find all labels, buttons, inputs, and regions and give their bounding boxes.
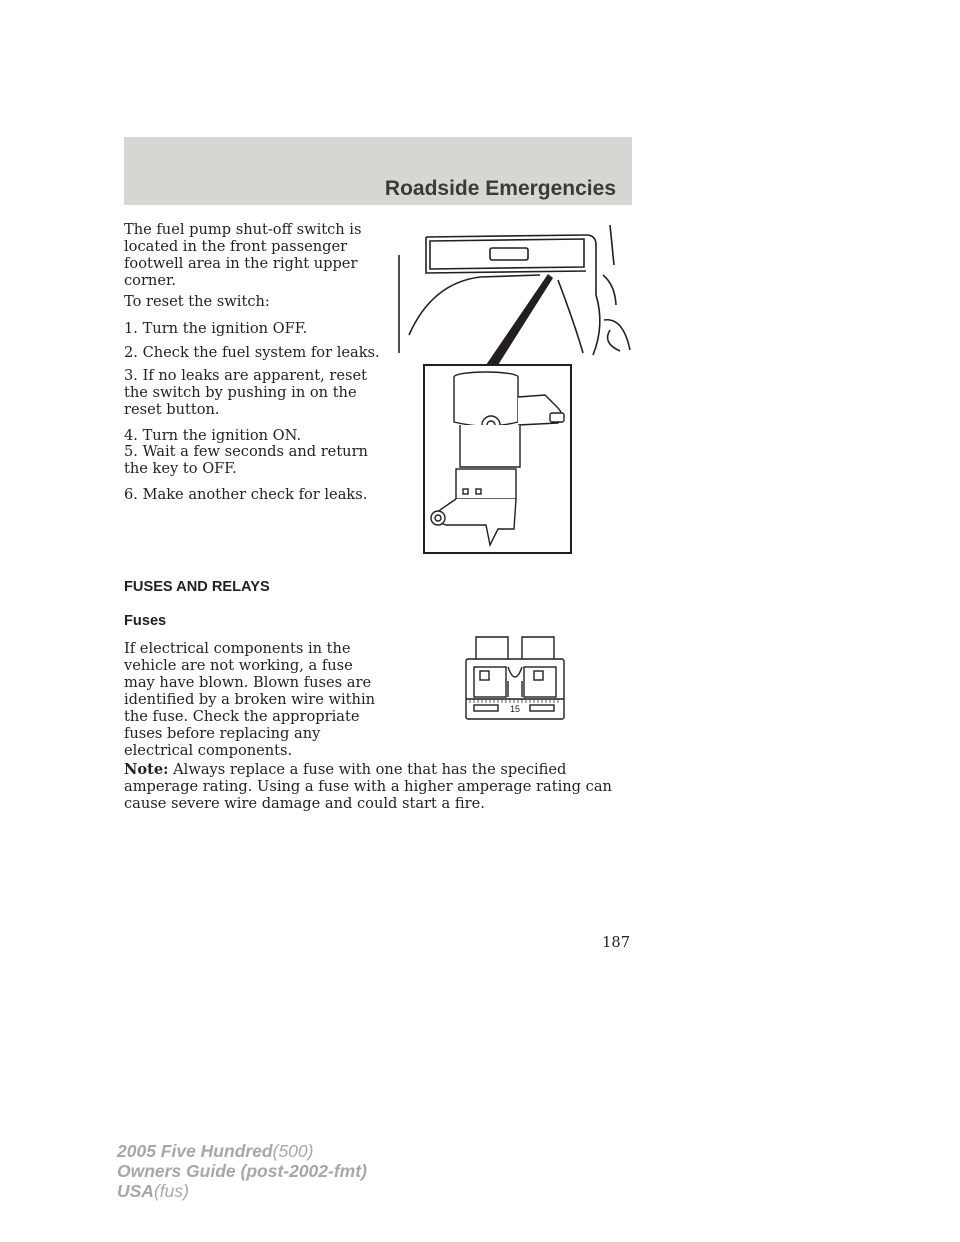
section-heading: FUSES AND RELAYS	[124, 579, 270, 595]
pointer-wedge	[486, 274, 553, 365]
footer-model-code: (500)	[272, 1141, 314, 1161]
step-3: 3. If no leaks are apparent, reset the switch by pushing in on the reset button.	[124, 367, 367, 418]
step-2: 2. Check the fuel system for leaks.	[124, 344, 380, 361]
footer-line-1	[117, 1141, 367, 1161]
step-1: 1. Turn the ignition OFF.	[124, 320, 308, 337]
footer-market: USA	[117, 1181, 154, 1201]
step-6: 6. Make another check for leaks.	[124, 486, 368, 503]
reset-lead: To reset the switch:	[124, 293, 270, 310]
note-paragraph	[124, 761, 634, 812]
step-5: 5. Wait a few seconds and return the key to OFF.	[124, 443, 368, 477]
intro-paragraph: The fuel pump shut-off switch is located in the front passenger footwell area in the right upper corner.	[124, 221, 362, 289]
footer-line-2	[117, 1161, 367, 1181]
subheading-fuses: Fuses	[124, 613, 167, 629]
fuse-rating-label: 15	[509, 704, 521, 714]
section-header-band	[124, 137, 632, 205]
note-text: Always replace a fuse with one that has the specified amperage rating. Using a fuse with a higher amperage rating can cause severe wire damage and could start a fire.	[124, 761, 612, 812]
fuel-pump-switch-illustration	[390, 225, 635, 555]
note-label: Note:	[124, 761, 169, 778]
footer	[117, 1141, 367, 1201]
footer-market-code: (fus)	[153, 1181, 189, 1201]
footer-line-3	[117, 1181, 367, 1201]
step-4: 4. Turn the ignition ON.	[124, 427, 302, 444]
page-number: 187	[602, 934, 630, 951]
footer-guide-format: Owners Guide (post-2002-fmt)	[117, 1161, 367, 1181]
footer-model: 2005 Five Hundred	[117, 1141, 273, 1161]
glove-box-latch	[490, 248, 528, 260]
fuses-paragraph: If electrical components in the vehicle are not working, a fuse may have blown. Blown fuses are identified by a broken wire within the fuse. Check the appropriate fuses before replacing any electrical components.	[124, 640, 376, 759]
fuse-illustration	[464, 637, 569, 722]
section-title: Roadside Emergencies	[384, 177, 616, 200]
